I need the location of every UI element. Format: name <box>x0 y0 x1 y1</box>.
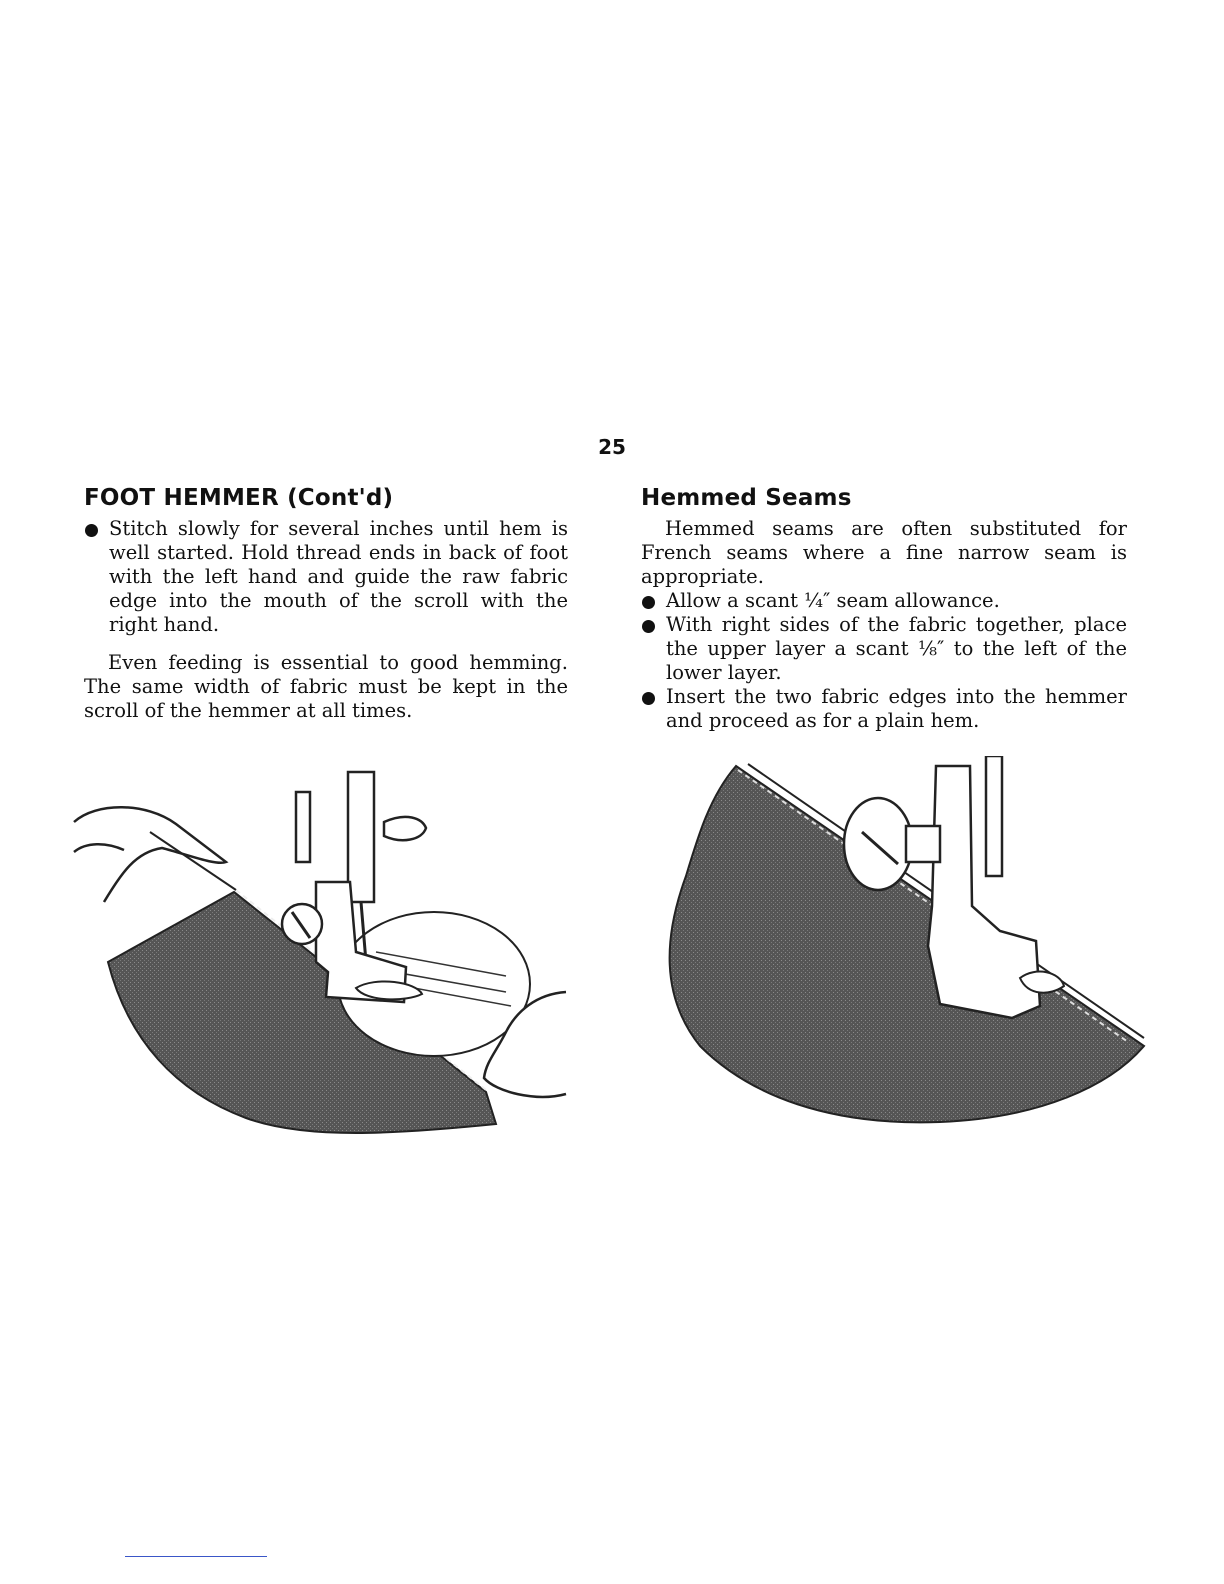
left-bullet-item: Stitch slowly for several inches until hem is well started. Hold thread ends in back of foot with the left hand and guide the raw fabric edge into the mouth of the scroll with the right hand. <box>84 517 568 637</box>
right-bullet-item: Insert the two fabric edges into the hemmer and proceed as for a plain hem. <box>641 685 1127 733</box>
needle-bar <box>986 756 1002 876</box>
page-number: 25 <box>598 435 626 459</box>
foot-hemmer-heading: FOOT HEMMER (Cont'd) <box>84 485 394 511</box>
right-column <box>641 485 1127 733</box>
right-bullet-item: With right sides of the fabric together, place the upper layer a scant ⅛″ to the left of the lower layer. <box>641 613 1127 685</box>
hemmed-seams-intro: Hemmed seams are often substituted for French seams where a fine narrow seam is appropriate. <box>641 517 1127 588</box>
left-hand <box>74 807 226 902</box>
left-column <box>84 485 568 723</box>
foot-hemmer-illustration <box>66 762 576 1162</box>
presser-bar <box>296 792 310 862</box>
footer-rule <box>125 1556 267 1557</box>
foot-screw-shaft <box>906 826 940 862</box>
right-bullet-item: Allow a scant ¼″ seam allowance. <box>641 589 1127 613</box>
foot-screw-knob <box>844 798 912 890</box>
hemmed-seams-heading: Hemmed Seams <box>641 485 852 511</box>
needle-bar <box>348 772 374 902</box>
hemmed-seams-illustration <box>640 756 1160 1136</box>
left-bullet-list <box>84 517 568 637</box>
even-feeding-paragraph: Even feeding is essential to good hemming. The same width of fabric must be kept in the scroll of the hemmer at all times. <box>84 651 568 722</box>
right-bullet-list <box>641 589 1127 733</box>
thread-guide <box>384 817 426 840</box>
